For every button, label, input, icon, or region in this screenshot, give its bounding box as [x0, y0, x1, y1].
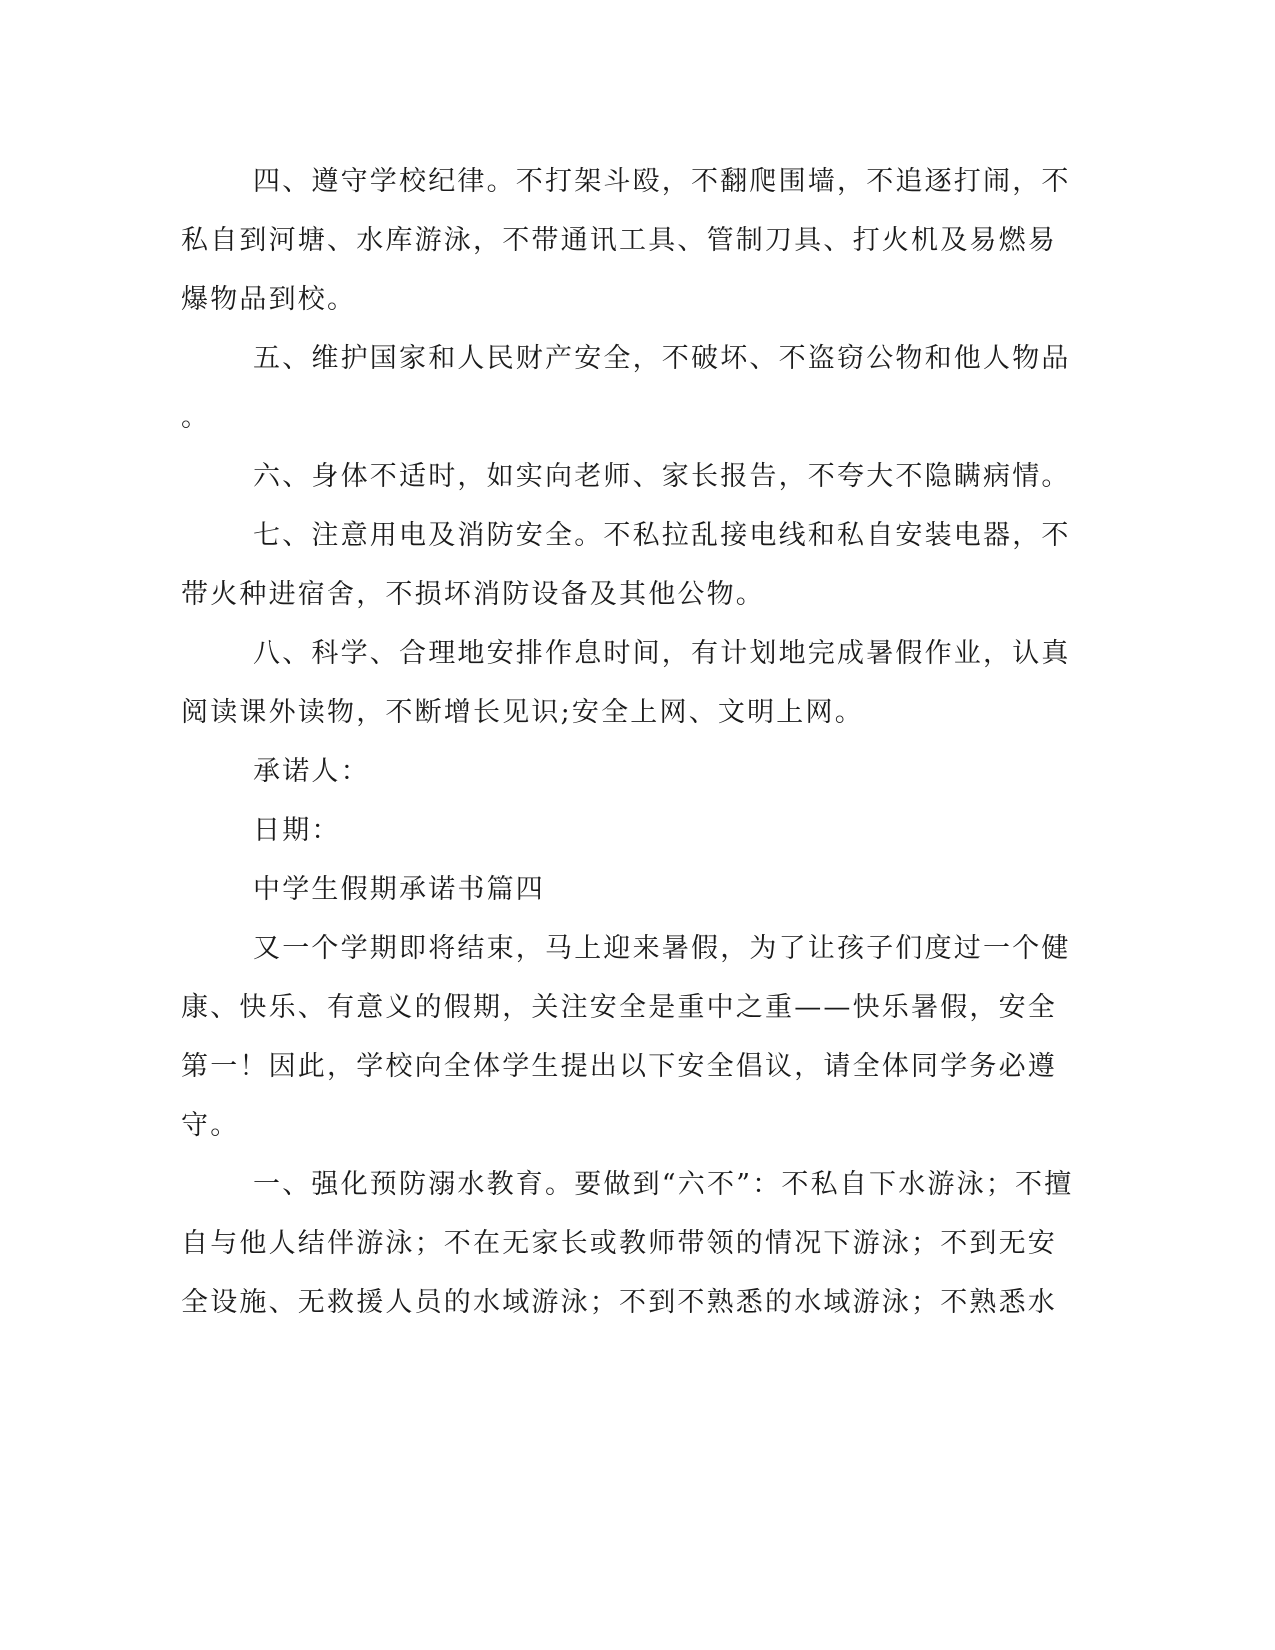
paragraph-line: 自与他人结伴游泳；不在无家长或教师带领的情况下游泳；不到无安: [181, 1228, 1057, 1259]
signatory-label: 承诺人：: [253, 756, 370, 787]
document-body: [181, 152, 1074, 1332]
section-heading: 中学生假期承诺书篇四: [253, 874, 545, 905]
paragraph-line: 七、注意用电及消防安全。不私拉乱接电线和私自安装电器，不: [253, 520, 1071, 551]
paragraph-line: 一、强化预防溺水教育。要做到“六不”：不私自下水游泳；不擅: [253, 1169, 1074, 1200]
paragraph-line: 守。: [181, 1110, 240, 1141]
date-label: 日期：: [253, 815, 341, 846]
paragraph-line: 四、遵守学校纪律。不打架斗殴，不翻爬围墙，不追逐打闹，不: [253, 166, 1071, 197]
paragraph-line: 康、快乐、有意义的假期，关注安全是重中之重——快乐暑假，安全: [181, 992, 1057, 1023]
paragraph-line: 全设施、无救援人员的水域游泳；不到不熟悉的水域游泳；不熟悉水: [181, 1287, 1057, 1318]
paragraph-line: 第一！因此，学校向全体学生提出以下安全倡议，请全体同学务必遵: [181, 1051, 1057, 1082]
paragraph-line: 八、科学、合理地安排作息时间，有计划地完成暑假作业，认真: [253, 638, 1071, 669]
paragraph-line: 五、维护国家和人民财产安全，不破坏、不盗窃公物和他人物品: [253, 343, 1071, 374]
paragraph-line: 爆物品到校。: [181, 284, 357, 315]
paragraph-line: 阅读课外读物，不断增长见识;安全上网、文明上网。: [181, 697, 864, 728]
paragraph-line: 六、身体不适时，如实向老师、家长报告，不夸大不隐瞒病情。: [253, 461, 1071, 492]
paragraph-line: 又一个学期即将结束，马上迎来暑假，为了让孩子们度过一个健: [253, 933, 1071, 964]
paragraph-line: 带火种进宿舍，不损坏消防设备及其他公物。: [181, 579, 765, 610]
paragraph-line: 。: [181, 402, 211, 433]
paragraph-line: 私自到河塘、水库游泳，不带通讯工具、管制刀具、打火机及易燃易: [181, 225, 1057, 256]
